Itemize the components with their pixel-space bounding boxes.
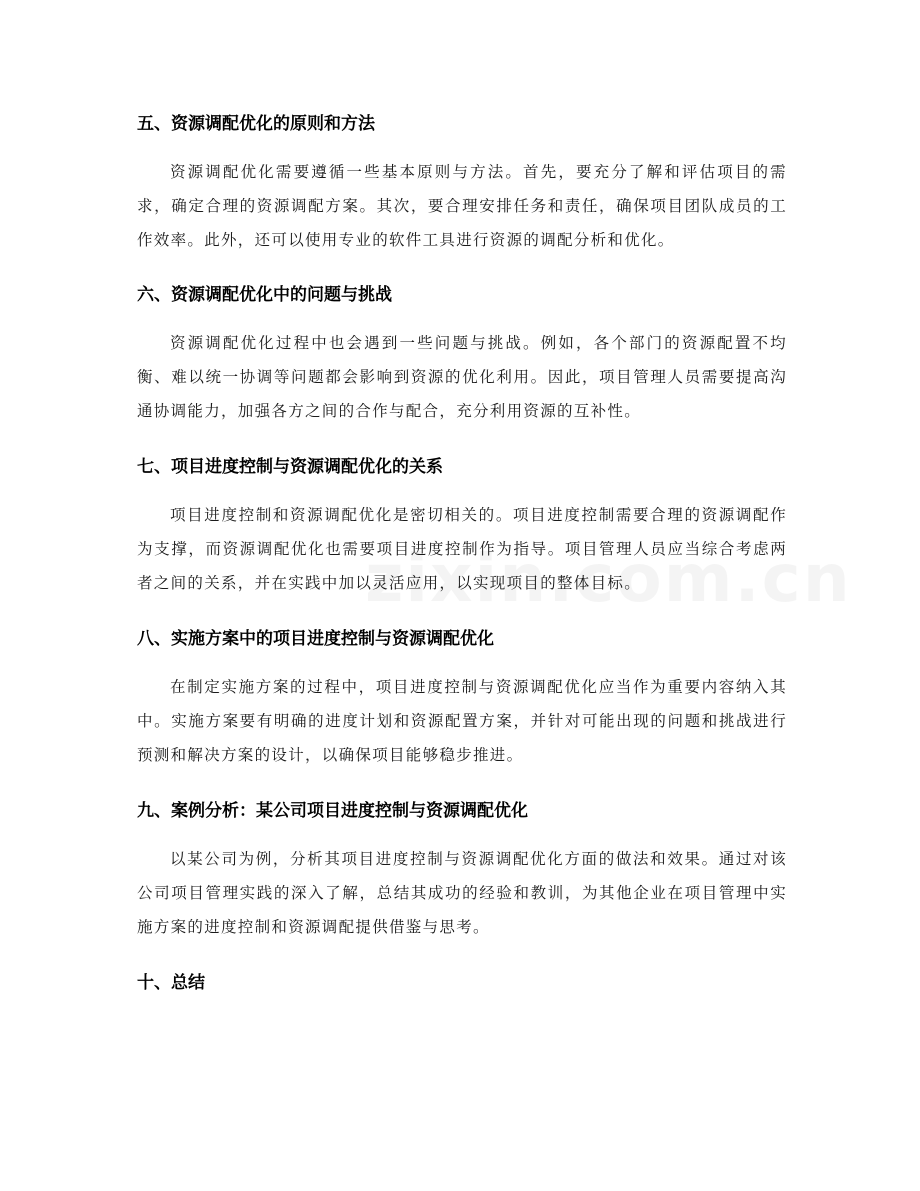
section-heading-8: 八、实施方案中的项目进度控制与资源调配优化 xyxy=(137,629,494,649)
section-heading-6: 六、资源调配优化中的问题与挑战 xyxy=(137,285,392,305)
section-paragraph-8: 在制定实施方案的过程中，项目进度控制与资源调配优化应当作为重要内容纳入其中。实施方案要有明确的进度计划和资源配置方案，并针对可能出现的问题和挑战进行预测和解决方案的设计，以确保项目能够稳步推进。 xyxy=(137,678,787,764)
section-paragraph-6: 资源调配优化过程中也会遇到一些问题与挑战。例如，各个部门的资源配置不均衡、难以统一协调等问题都会影响到资源的优化利用。因此，项目管理人员需要提高沟通协调能力，加强各方之间的合作与配合，充分利用资源的互补性。 xyxy=(137,334,787,420)
section-paragraph-9: 以某公司为例，分析其项目进度控制与资源调配优化方面的做法和效果。通过对该公司项目管理实践的深入了解，总结其成功的经验和教训，为其他企业在项目管理中实施方案的进度控制和资源调配提供借鉴与思考。 xyxy=(137,850,787,936)
section-paragraph-5: 资源调配优化需要遵循一些基本原则与方法。首先，要充分了解和评估项目的需求，确定合理的资源调配方案。其次，要合理安排任务和责任，确保项目团队成员的工作效率。此外，还可以使用专业的软件工具进行资源的调配分析和优化。 xyxy=(137,163,787,249)
section-heading-9: 九、案例分析：某公司项目进度控制与资源调配优化 xyxy=(137,801,528,821)
section-heading-10: 十、总结 xyxy=(137,973,205,993)
section-heading-7: 七、项目进度控制与资源调配优化的关系 xyxy=(137,457,443,477)
section-paragraph-7: 项目进度控制和资源调配优化是密切相关的。项目进度控制需要合理的资源调配作为支撑，而资源调配优化也需要项目进度控制作为指导。项目管理人员应当综合考虑两者之间的关系，并在实践中加以灵活应用，以实现项目的整体目标。 xyxy=(137,506,787,592)
section-heading-5: 五、资源调配优化的原则和方法 xyxy=(137,114,375,134)
